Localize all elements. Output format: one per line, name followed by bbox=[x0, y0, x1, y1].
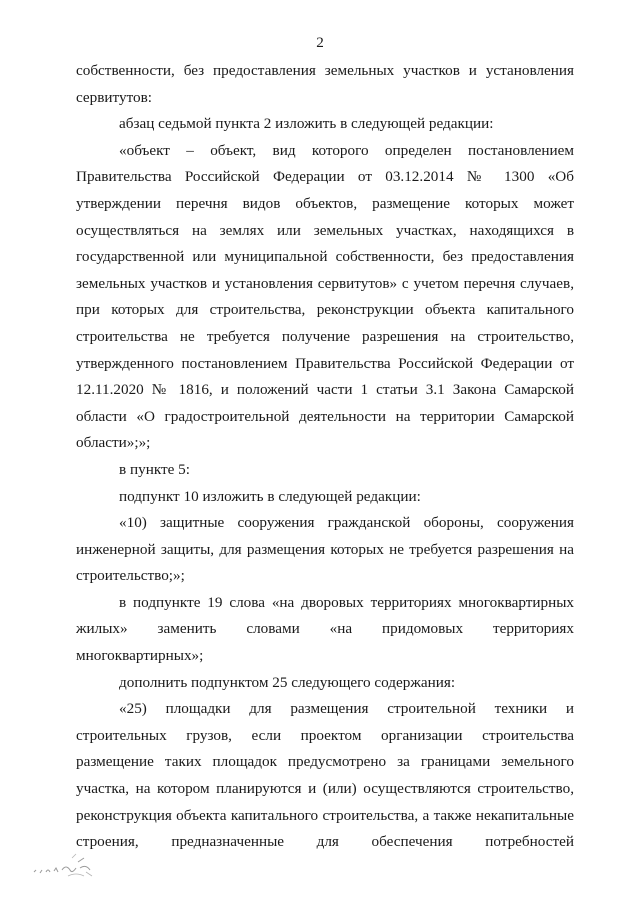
paragraph: в пункте 5: bbox=[119, 460, 190, 478]
document-body bbox=[76, 58, 574, 856]
paragraph: абзац седьмой пункта 2 изложить в следующей редакции: bbox=[119, 115, 494, 133]
page-number: 2 bbox=[316, 34, 324, 51]
scan-artifact-mark bbox=[32, 850, 102, 880]
paragraph: «10) защитные сооружения гражданской обороны, сооружения инженерной защиты, для размещения которых не требуется разрешения на строительство;»; bbox=[76, 514, 574, 585]
paragraph: в подпункте 19 слова «на дворовых территориях многоквартирных жилых» заменить словами «на придомовых территориях многоквартирных»; bbox=[76, 593, 574, 665]
paragraph: дополнить подпунктом 25 следующего содержания: bbox=[119, 673, 456, 691]
paragraph: «25) площадки для размещения строительной техники и строительных грузов, если проектом организации строительства размещение таких площадок предусмотрено за границами земельного участка, на котором планируются и (или) осуществляются строительство, реконструкция объекта капитального строительства, а также некапитальные строения, предназначенные для обеспечения потребностей bbox=[76, 700, 574, 851]
paragraph: подпункт 10 изложить в следующей редакции: bbox=[119, 487, 421, 505]
paragraph: собственности, без предоставления земельных участков и установления сервитутов: bbox=[76, 62, 574, 106]
paragraph: «объект – объект, вид которого определен постановлением Правительства Российской Федерации от 03.12.2014 № 1300 «Об утверждении перечня видов объектов, размещение которых может осуществляться на землях или земельных участках, находящихся в государственной или муниципальной собственности, без предоставления земельных участков и установления сервитутов» с учетом перечня случаев, при которых для строительства, реконструкции объекта капитального строительства не требуется получение разрешения на строительство, утвержденного постановлением Правительства Российской Федерации от 12.11.2020 № 1816, и положений части 1 статьи 3.1 Закона Самарской области «О градостроительной деятельности на территории Самарской области»;»; bbox=[76, 141, 574, 452]
